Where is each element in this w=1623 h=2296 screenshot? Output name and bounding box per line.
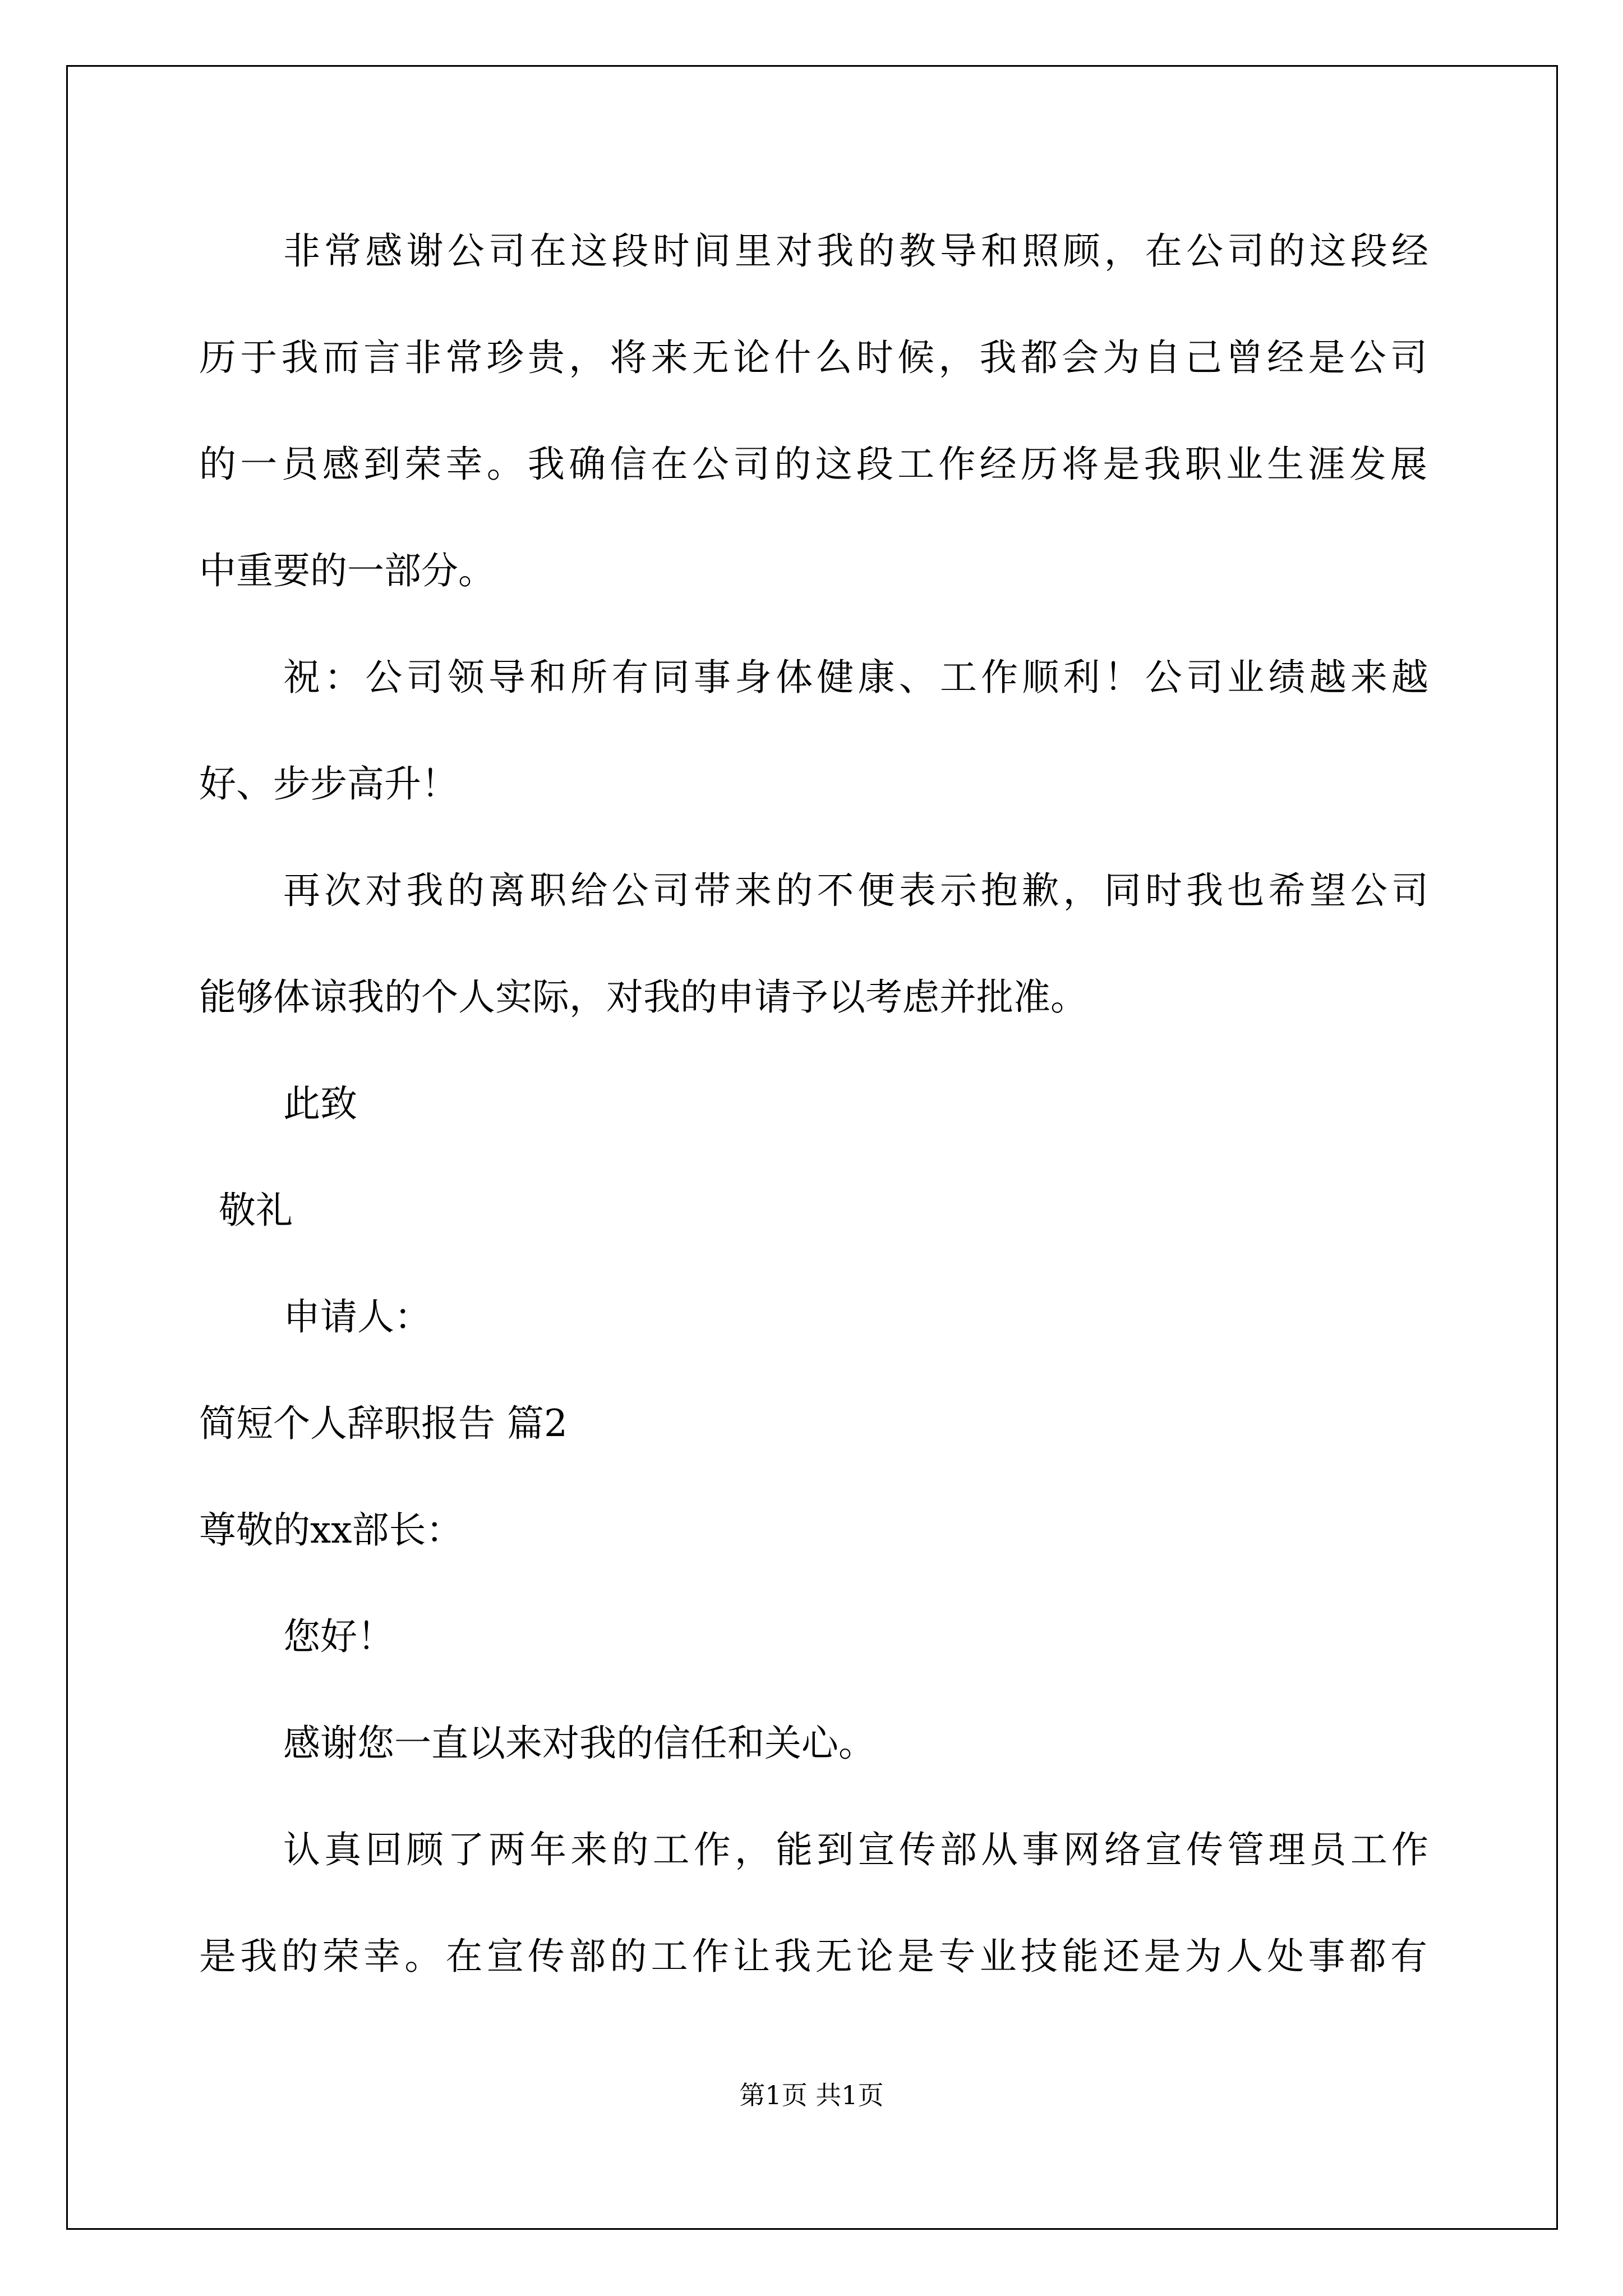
page-border [66,65,1558,2230]
salute-text: 敬礼 [219,1189,293,1232]
paragraph-1-line-4: 中重要的一部分。 [199,549,495,592]
paragraph-3-line-2: 能够体谅我的个人实际，对我的申请予以考虑并批准。 [199,976,1087,1019]
section-title: 简短个人辞职报告 篇2 [199,1402,568,1445]
page-number-footer: 第1页 共1页 [739,2080,884,2110]
paragraph-1-line-1: 非常感谢公司在这段时间里对我的教导和照顾，在公司的这段经 [283,229,1428,273]
thanks-line: 感谢您一直以来对我的信任和关心。 [283,1722,875,1765]
greeting-line: 您好！ [283,1615,394,1658]
paragraph-1-line-3: 的一员感到荣幸。我确信在公司的这段工作经历将是我职业生涯发展 [199,443,1427,486]
paragraph-2-line-1: 祝：公司领导和所有同事身体健康、工作顺利！公司业绩越来越 [283,656,1428,699]
body2-line-1: 认真回顾了两年来的工作，能到宣传部从事网络宣传管理员工作 [283,1828,1428,1871]
closing-text: 此致 [283,1082,357,1125]
applicant-label: 申请人： [283,1295,431,1338]
paragraph-1-line-2: 历于我而言非常珍贵，将来无论什么时候，我都会为自己曾经是公司 [199,336,1427,379]
paragraph-3-line-1: 再次对我的离职给公司带来的不便表示抱歉，同时我也希望公司 [283,869,1428,912]
recipient-line: 尊敬的xx部长： [199,1508,463,1552]
body2-line-2: 是我的荣幸。在宣传部的工作让我无论是专业技能还是为人处事都有 [199,1935,1427,1978]
paragraph-2-line-2: 好、步步高升！ [199,762,458,806]
